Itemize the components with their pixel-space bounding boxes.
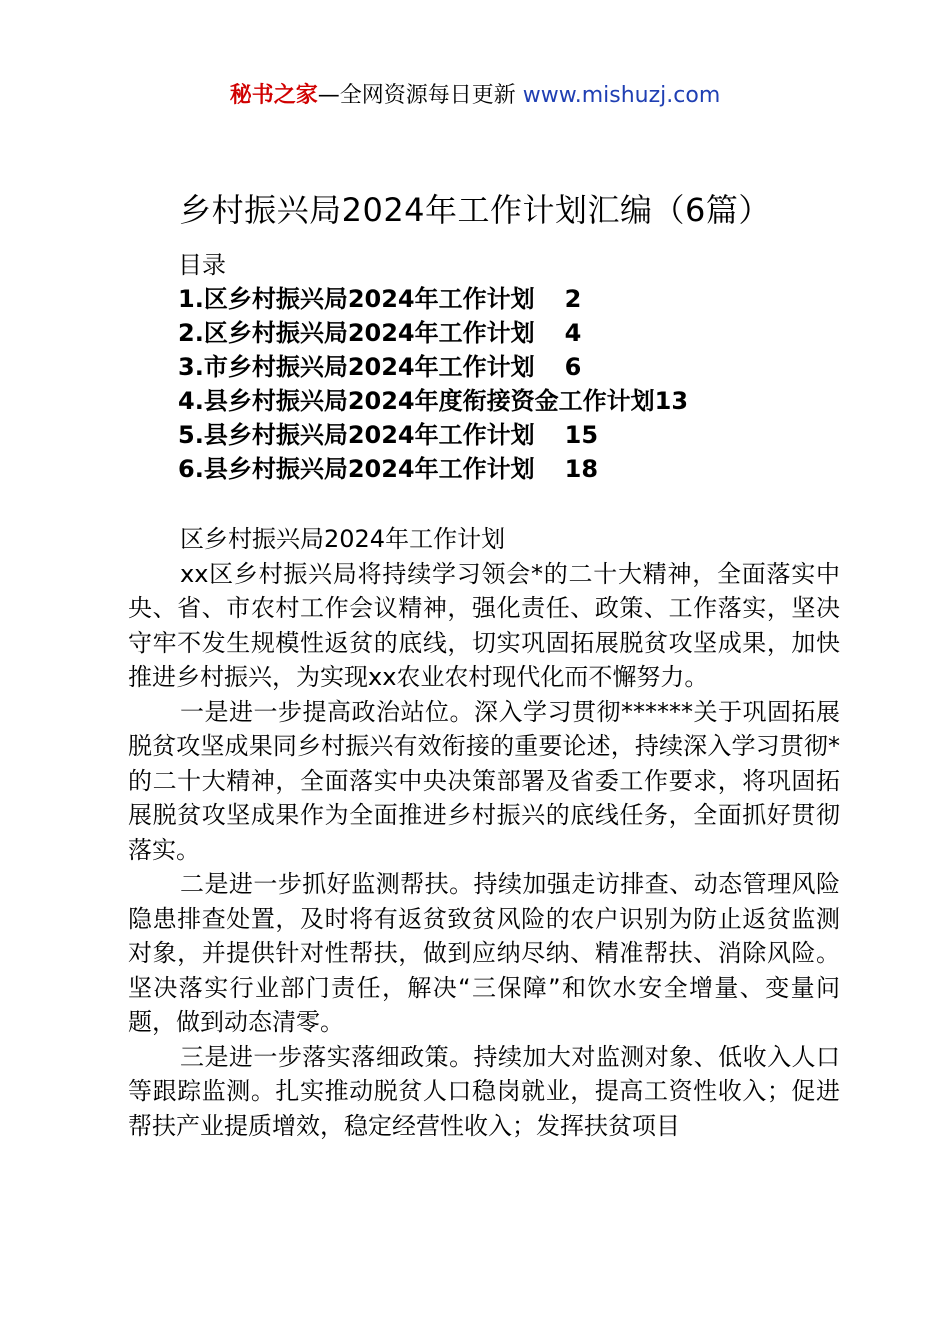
body-paragraph: xx区乡村振兴局将持续学习领会*的二十大精神，全面落实中央、省、市农村工作会议精神，强化责任、政策、工作落实，坚决守牢不发生规模性返贫的底线，切实巩固拓展脱贫攻坚成果，加快推进乡村振兴，为实现xx农业农村现代化而不懈努力。: [128, 559, 840, 691]
toc-item[interactable]: [178, 384, 878, 418]
document-title: 乡村振兴局2024年工作计划汇编（6篇）: [179, 191, 771, 229]
body-paragraph: 一是进一步提高政治站位。深入学习贯彻******关于巩固拓展脱贫攻坚成果同乡村振兴有效衔接的重要论述，持续深入学习贯彻*的二十大精神，全面落实中央决策部署及省委工作要求，将巩固拓展脱贫攻坚成果作为全面推进乡村振兴的底线任务，全面抓好贯彻落实。: [128, 697, 840, 864]
toc-item[interactable]: [178, 316, 878, 350]
toc-item-page: 6: [564, 353, 582, 381]
toc-heading: 目录: [178, 251, 226, 279]
table-of-contents: [178, 248, 878, 486]
toc-item-page: 2: [564, 285, 582, 313]
toc-item[interactable]: [178, 350, 878, 384]
site-tagline: —全网资源每日更新: [317, 83, 523, 108]
toc-item[interactable]: [178, 452, 878, 486]
toc-item-label: 2.区乡村振兴局2024年工作计划: [178, 319, 535, 347]
toc-item[interactable]: [178, 282, 878, 316]
toc-item-label: 1.区乡村振兴局2024年工作计划: [178, 285, 535, 313]
toc-item-label: 5.县乡村振兴局2024年工作计划: [178, 421, 535, 449]
section-title: 区乡村振兴局2024年工作计划: [180, 525, 506, 553]
document-body: [128, 522, 840, 1143]
toc-item-page: 18: [564, 455, 599, 483]
site-brand: 秘书之家: [229, 83, 318, 108]
toc-item-page: 4: [564, 319, 582, 347]
site-header: [0, 82, 950, 110]
toc-item-page: 15: [564, 421, 599, 449]
toc-item-label: 4.县乡村振兴局2024年度衔接资金工作计划: [178, 387, 655, 415]
toc-item-label: 3.市乡村振兴局2024年工作计划: [178, 353, 535, 381]
body-paragraph: 三是进一步落实落细政策。持续加大对监测对象、低收入人口等跟踪监测。扎实推动脱贫人口稳岗就业，提高工资性收入；促进帮扶产业提质增效，稳定经营性收入；发挥扶贫项目: [128, 1042, 840, 1140]
toc-item-page: 13: [654, 387, 689, 415]
toc-item[interactable]: [178, 418, 878, 452]
body-paragraph: 二是进一步抓好监测帮扶。持续加强走访排查、动态管理风险隐患排查处置，及时将有返贫致贫风险的农户识别为防止返贫监测对象，并提供针对性帮扶，做到应纳尽纳、精准帮扶、消除风险。坚决落实行业部门责任，解决“三保障”和饮水安全增量、变量问题，做到动态清零。: [128, 870, 840, 1036]
toc-item-label: 6.县乡村振兴局2024年工作计划: [178, 455, 535, 483]
site-url-link[interactable]: www.mishuzj.com: [522, 83, 721, 108]
